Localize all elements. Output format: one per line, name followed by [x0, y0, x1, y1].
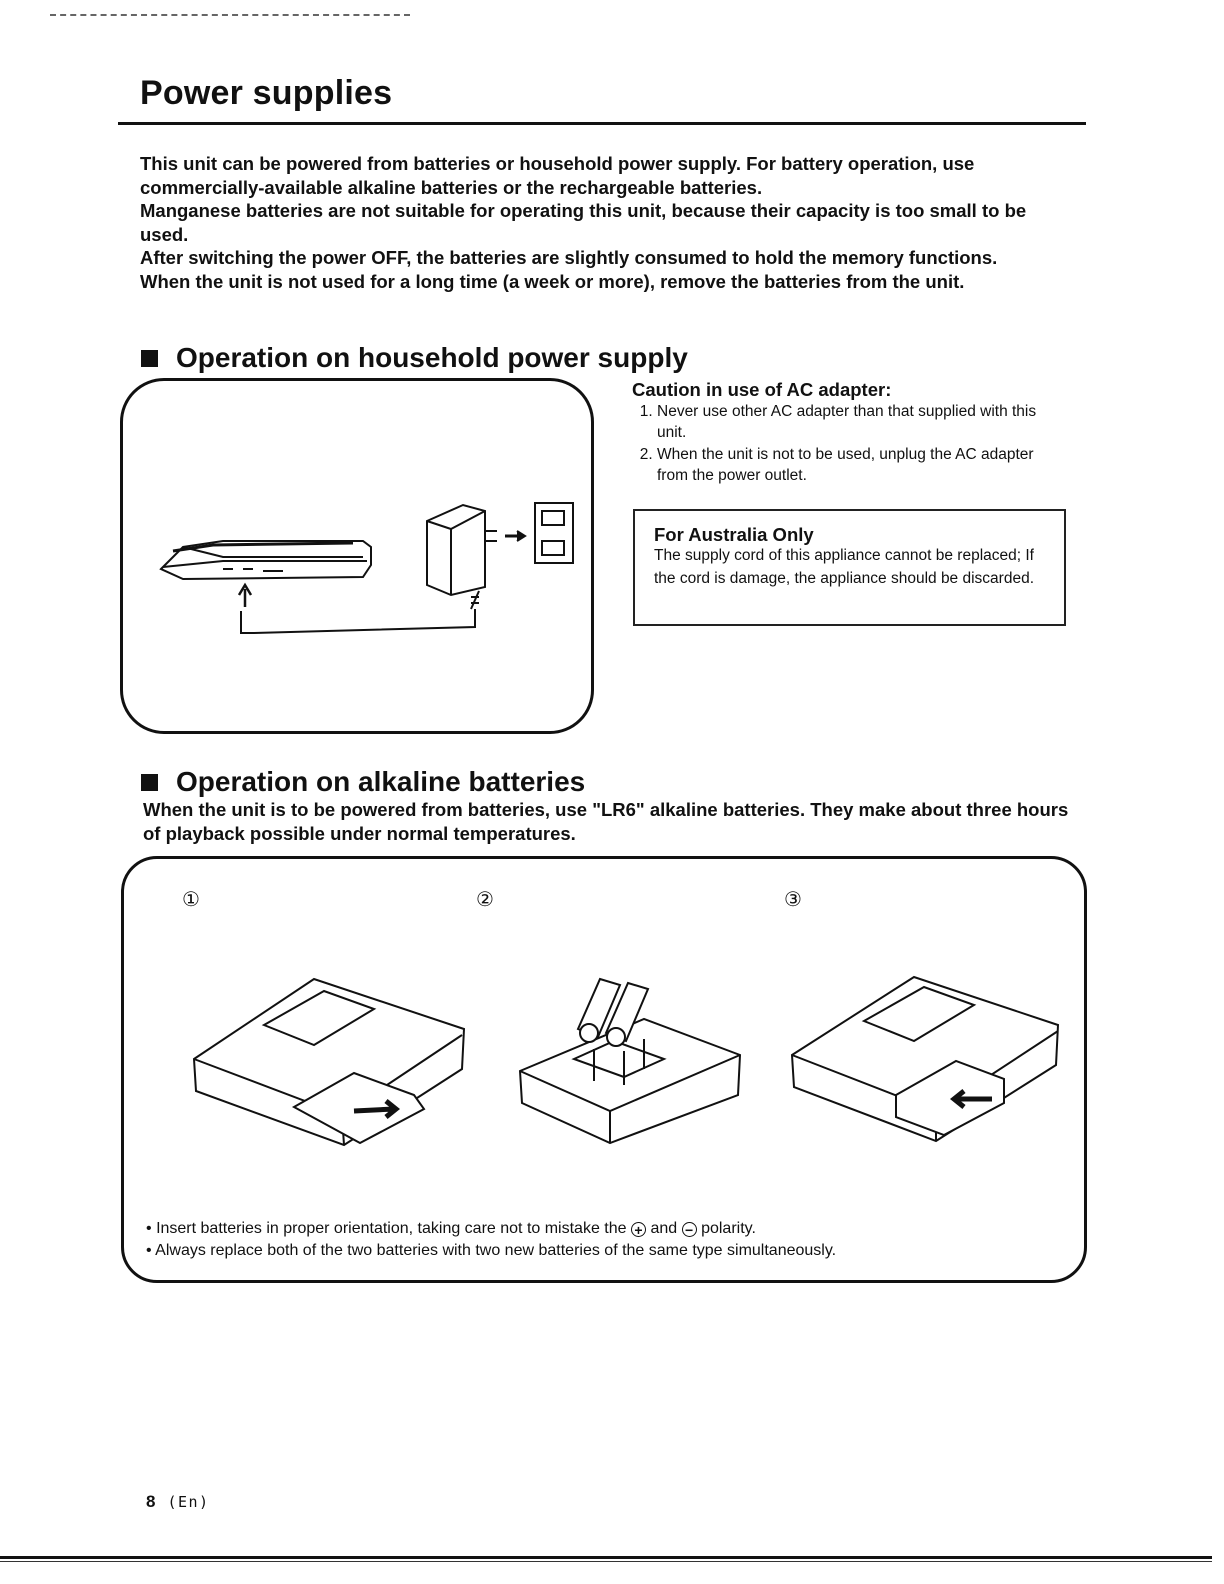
bullet-dot: • — [146, 1220, 152, 1237]
battery-note — [146, 1218, 836, 1240]
plus-polarity-icon: + — [631, 1222, 646, 1237]
page-footer — [146, 1492, 210, 1512]
intro-line: This unit can be powered from batteries or household power supply. For battery operation, use commercially-available alkaline batteries or the rechargeable batteries. — [140, 153, 975, 198]
language-code: (En) — [167, 1493, 210, 1511]
bullet-dot: • — [146, 1242, 152, 1259]
page-title: Power supplies — [140, 74, 393, 112]
step1-player-open-cover — [194, 979, 464, 1145]
australia-title: For Australia Only — [654, 524, 814, 545]
plug-arrow-icon — [239, 585, 251, 607]
ac-adapter-figure — [120, 378, 594, 734]
bullet-square-icon — [141, 774, 158, 791]
step-number: ③ — [784, 887, 802, 911]
step-number: ① — [182, 887, 200, 911]
section-heading-text: Operation on household power supply — [176, 342, 688, 373]
alkaline-intro: When the unit is to be powered from batteries, use "LR6" alkaline batteries. They make about three hours of playback possible under normal temperatures. — [143, 799, 1069, 844]
australia-text: The supply cord of this appliance cannot be replaced; If the cord is damage, the appliance should be discarded. — [654, 547, 1034, 587]
minus-polarity-icon: − — [682, 1222, 697, 1237]
cord-strain-relief — [471, 591, 479, 609]
intro-text — [140, 152, 1066, 293]
caution-item: 2. When the unit is not to be used, unplug the AC adapter from the power outlet. — [657, 444, 1068, 486]
note-text: Insert batteries in proper orientation, taking care not to mistake the — [156, 1220, 627, 1237]
note-text: and — [650, 1220, 678, 1237]
step3-player-close-cover — [792, 977, 1058, 1141]
intro-line: After switching the power OFF, the batteries are slightly consumed to hold the memory functions. — [140, 247, 998, 268]
adapter-cord — [241, 609, 475, 633]
adapter-box — [427, 505, 485, 595]
section-heading-text: Operation on alkaline batteries — [176, 766, 586, 797]
step-number: ② — [476, 887, 494, 911]
arrow-head — [517, 531, 525, 541]
bottom-rule — [0, 1556, 1212, 1559]
battery-note — [146, 1240, 836, 1262]
australia-notice-box — [633, 509, 1066, 626]
title-rule — [118, 122, 1086, 125]
ac-adapter-illustration — [123, 381, 591, 731]
battery-notes — [146, 1218, 836, 1262]
top-dashed-line — [50, 14, 410, 16]
bottom-rule-thin — [0, 1561, 1212, 1562]
section-heading-alkaline — [141, 766, 585, 798]
caution-title: Caution in use of AC adapter: — [632, 379, 892, 400]
note-text: Always replace both of the two batteries with two new batteries of the same type simultaneously. — [155, 1242, 837, 1259]
page-number: 8 — [146, 1492, 156, 1511]
intro-line: Manganese batteries are not suitable for operating this unit, because their capacity is too small to be used. — [140, 200, 1027, 245]
note-text: polarity. — [701, 1220, 756, 1237]
caution-list — [632, 401, 1068, 486]
adapter-prongs — [485, 531, 497, 541]
caution-item: 1. Never use other AC adapter than that supplied with this unit. — [657, 401, 1068, 443]
bullet-square-icon — [141, 350, 158, 367]
section-heading-household — [141, 342, 688, 374]
intro-line: When the unit is not used for a long time (a week or more), remove the batteries from the unit. — [140, 270, 965, 292]
battery-illustration — [124, 859, 1084, 1279]
ac-adapter-caution — [632, 379, 1068, 487]
step2-battery-insert — [520, 979, 740, 1143]
